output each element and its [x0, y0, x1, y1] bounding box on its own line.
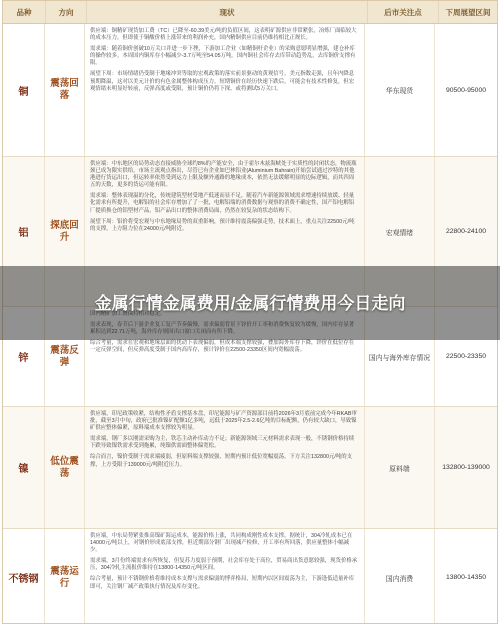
status-paragraph: 供应端，印尼政策收紧，结构性矛盾支撑基本盘，印尼能源与矿产资源部目前将2026年3月底前完成今年RKAB审批，截至3月中旬，政府已批准镍矿配额1亿多吨，远低于2025年2.5-2.6亿吨的目标配额，仍有较大缺口，导致镍矿供应整体偏紧，原料端成本支撑较为明显。 — [90, 411, 357, 432]
price-range: 22800-24100 — [445, 228, 487, 235]
title-overlay-banner — [0, 266, 500, 340]
status-paragraph: 综合考量，需求在宏观和地缘层面的扰动下表现偏弱，但成本端支撑较强，叠加海外库存下降，锌价在低位存在一定反弹空间，但反弹高度受制于国内高库存，预计锌价在22500-23350区间内宽幅震荡。 — [90, 340, 355, 354]
table-row-nickel — [3, 407, 497, 529]
status-text — [85, 407, 365, 528]
table-row-stainless-steel — [3, 529, 497, 624]
status-text — [85, 529, 365, 624]
focus-point: 华东现货 — [365, 24, 435, 156]
status-paragraph: 供应端，中东局势紧张推高镍矿海运成本，能源价格上涨，共同构成刚性成本支撑，据统计，304冷轧成本已在14000元/吨以上，对钢价形成底部支撑，但近期部分钢厂出现减产检修，开工率有所回落，供应量整体小幅减少。 — [90, 533, 353, 554]
direction: 震荡反弹 — [45, 307, 85, 406]
metal-name: 锌 — [3, 307, 45, 406]
focus-point: 宏观情绪 — [365, 157, 435, 306]
price-range: 90500-95000 — [445, 86, 487, 94]
focus-point: 国内与海外库存情况 — [365, 307, 435, 406]
status-paragraph: 供应端：铜精矿现货加工费（TC）已降至-60.39美元/吨的负值区间，这表明矿源供应非常紧张，冶炼厂面临较大的成本压力，但即使于铜酸价格上涨带来的利润补充，国内精铜供应目前仍维持相比正规长。 — [90, 28, 357, 42]
status-paragraph: 供应端：中东地区的局势动态直接威胁全球约8%的产能安全，由于霍尔木兹海峡处于实质性的封闭状态，物流瓶颈已成为限实供给，市场主流观点指出，尽管已有企业如巴林铝业(Aluminium Bahrain)开始尝试通过沙特的其他港进行货运出口，但运转率依然受到运力上限及额外通路的地缘成本，依然无法缓解明显的边际逻辑，而其四周五的天数，更多的货运可能有限。 — [90, 161, 357, 189]
header-focus: 后市关注点 — [368, 1, 439, 23]
table-row-copper — [3, 24, 497, 157]
direction: 探底回升 — [45, 157, 85, 306]
direction: 低位震荡 — [45, 407, 85, 528]
metal-name: 铝 — [3, 157, 45, 306]
price-range: 132800-139000 — [442, 464, 490, 471]
price-range: 13800-14350 — [445, 574, 487, 581]
status-paragraph: 综合而言，镍价受制于需求端疲弱，但原料端支撑较强，短期内预计低位宽幅震荡，下方关注132800元/吨的支撑，上方受限于139000元/吨附近压力。 — [90, 454, 353, 468]
status-paragraph: 展望下周：铝价将受宏观与中东地缘局势的双重影响，预计维持震荡偏强走势，技术面上，重点关注22500元/吨的支撑，上方阻力位在24000元/吨附近。 — [90, 218, 355, 232]
banner-title: 金属行情金属费用/金属行情费用今日走向 — [94, 293, 406, 313]
header-range: 下周展望区间 — [445, 7, 491, 17]
price-range: 22500-23350 — [445, 353, 487, 360]
direction: 震荡运行 — [45, 529, 85, 624]
table-header — [3, 1, 497, 24]
focus-point: 原料端 — [365, 407, 435, 528]
status-paragraph: 需求端，钢厂多以刚需采购为主，铁芯主动补库动力不足；新能源领域三元材料需求表现一般，不锈钢价格持续下跌导致镍铁需求受到拖累，纯镍供需面整体偏宽松。 — [90, 436, 355, 450]
status-paragraph: 需求端，3月份终端需求有所恢复，但复苏力度弱于预期，社会库存处于高位，贸易商出货意愿较强，现货价格承压，304冷轧主流报价维持在13800-14350元/吨区间。 — [90, 558, 358, 572]
status-paragraph: 需求端：随着铜价创破10万关口并进一步下挫，下游加工企业（如精铜杆企业）的采购意愿明显增强，建仓补库的操作较多。本周国内铜库存小幅减少-3.7万吨至54.05万吨。国内铜社会库存去库带动趋势乱，去库铜价支撑有限。 — [90, 46, 356, 67]
direction: 震荡回落 — [45, 24, 85, 156]
metal-name: 铜 — [3, 24, 45, 156]
header-metal: 品种 — [3, 1, 46, 23]
header-status: 现状 — [87, 1, 368, 23]
focus-point: 国内消费 — [365, 529, 435, 624]
status-paragraph: 需求端：整体表现温的分化，传统建筑型材受地产低迷而显不足，随着汽车新能源领域需求增速持续放缓、轻量化需求有所提升，电解铝的社会库存增加了了一批，电解铝端的消费数据与观察的消费不确定性，国产铝电解铝厂提质换仓的铝型材产品，铝产品出口的整体消费局面，仍然在较复杂的状态结构下。 — [90, 193, 355, 214]
status-paragraph: 综合考量，预计不锈钢价格将维持成本支撑与需求偏弱的博弈格局，短期内以区间震荡为主，下游逢低适量补库即可，关注钢厂减产政策执行情况及库存变化。 — [90, 576, 355, 590]
metal-name: 镍 — [3, 407, 45, 528]
header-direction: 方向 — [46, 1, 87, 23]
status-paragraph: 展望下周：市场情绪仍受制于地缘冲突等取的宏观政策的落实前景驱动的黄观信号，美元指数走强，且年内降息预期降温，这对以美元计价的有色金属整体构成压力。短期铜价在经历快速下跌后，可能会有技术性修复，但宏观情绪未明显好转前，反弹高度或受限，预计铜价仍将下探，或将测试5万关口。 — [90, 71, 355, 92]
status-text — [85, 24, 365, 156]
metal-name: 不锈钢 — [3, 529, 45, 624]
